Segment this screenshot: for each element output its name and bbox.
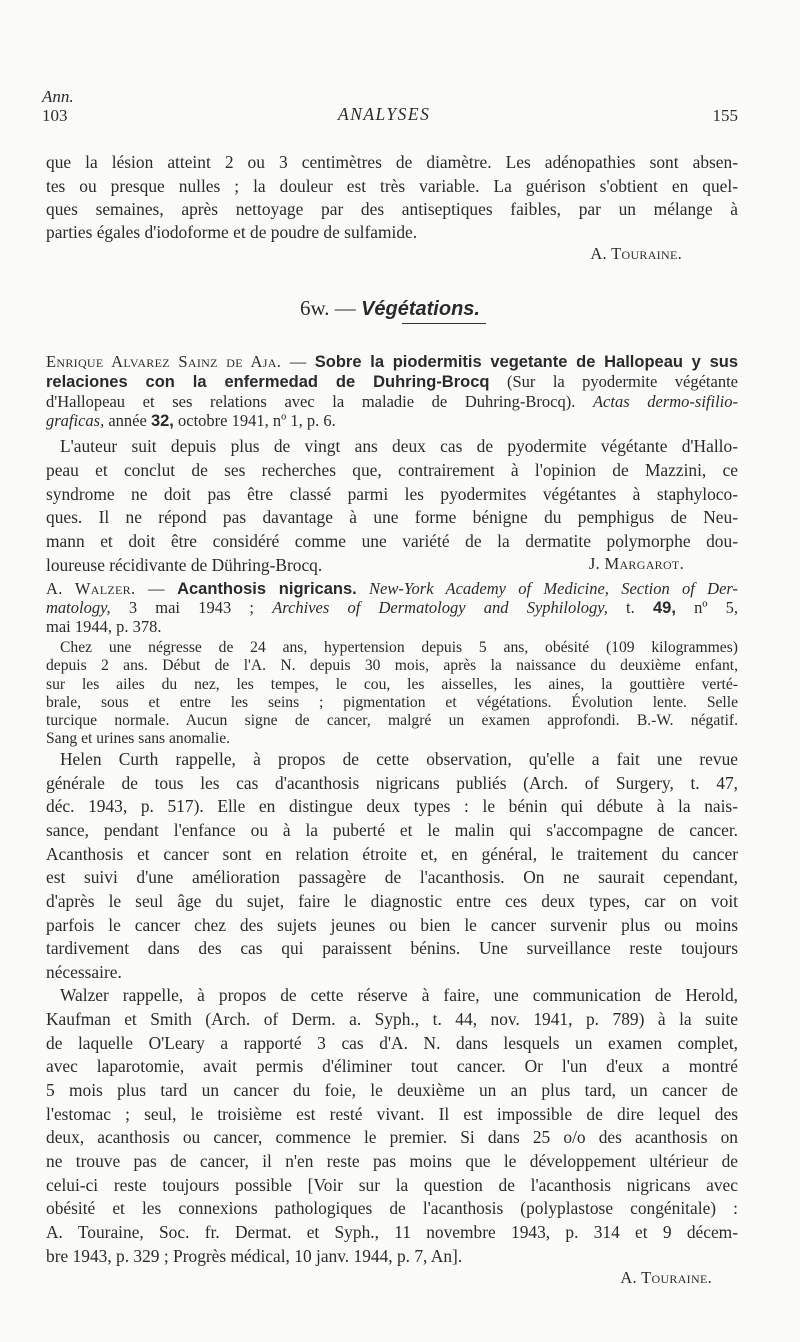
section-underline	[402, 323, 486, 324]
body-line: tardivement dans des cas qui paraissent bénins. Une surveillance reste toujours	[46, 938, 738, 958]
case-line: Sang et urines sans anomalie.	[46, 730, 231, 747]
citation-line	[46, 371, 738, 393]
signature: A. Touraine.	[590, 244, 682, 263]
author: A. Walzer. —	[46, 579, 165, 598]
body-line: avec laparotomie, avait permis d'éliminer tout cancer. Or l'un d'eux a montré	[46, 1056, 738, 1076]
body-line: l'estomac ; seul, le troisième est resté vivant. Il est impossible de dire lequel des	[46, 1104, 738, 1124]
intro-line: ques semaines, après nettoyage par des antiseptiques faibles, par un mélange à	[46, 199, 738, 219]
volume: 32,	[150, 412, 174, 430]
page-number: 155	[712, 106, 738, 125]
journal-abbrev: Ann.	[42, 87, 74, 106]
section-heading	[300, 296, 480, 321]
journal-name: graficas,	[46, 411, 105, 430]
intro-line: que la lésion atteint 2 ou 3 centimètres de diamètre. Les adénopathies sont absen-	[46, 152, 738, 172]
body-line: de laquelle O'Leary a rapporté 3 cas d'A. N. dans lesquels un examen complet,	[46, 1033, 738, 1053]
body-line: ne trouve pas de cancer, il n'en reste pas moins que le développement ultérieur de	[46, 1151, 738, 1171]
body-line: mann et doit être considéré comme une variété de la dermatite polymorphe dou-	[46, 531, 738, 551]
citation-text: 3 mai 1943 ;	[128, 598, 254, 617]
signature: J. Margarot.	[588, 554, 684, 573]
body-line: obésité et les connexions pathologiques de l'acanthosis (polyplastose congénitale) :	[46, 1198, 738, 1218]
body-line: loureuse récidivante de Dühring-Brocq.	[46, 555, 323, 575]
citation-line	[46, 351, 738, 373]
body-line: ques. Il ne répond pas davantage à une forme bénigne du pemphigus de Neu-	[46, 507, 738, 527]
journal-name: matology,	[46, 598, 111, 617]
body-line: sance, pendant l'enfance ou à la puberté et le malin qui s'accompagne de cancer.	[46, 820, 738, 840]
running-title: ANALYSES	[338, 104, 431, 124]
volume: 49,	[652, 599, 676, 617]
body-line: parfois le cancer chez des sujets jeunes ou bien le cancer survenir plus ou moins	[46, 915, 738, 935]
body-line: celui-ci reste toujours possible [Voir sur la question de l'acanthosis nigricans avec	[46, 1175, 738, 1195]
case-line: Chez une négresse de 24 ans, hypertension depuis 5 ans, obésité (109 kilogrammes)	[60, 639, 738, 656]
article-title: relaciones con la enfermedad de Duhring-Brocq	[46, 373, 490, 391]
citation-text: année	[108, 411, 147, 430]
article-title: Acanthosis nigricans.	[177, 580, 357, 598]
body-line: deux, acanthosis ou cancer, commence le premier. Si dans 25 o/o des acanthosis on	[46, 1127, 738, 1147]
journal-name: New-York Academy of Medicine, Section of Der-	[369, 579, 739, 598]
body-line: Acanthosis et cancer sont en relation étroite et, en général, le traitement du cancer	[46, 844, 738, 864]
body-line: A. Touraine, Soc. fr. Dermat. et Syph., 11 novembre 1943, p. 314 et 9 décem-	[46, 1222, 738, 1242]
case-line: turcique normale. Aucun signe de cancer, malgré un examen approfondi. B.-W. négatif.	[46, 712, 738, 729]
author: Enrique Alvarez Sainz de Aja. —	[46, 352, 307, 371]
body-line: générale de tous les cas d'acanthosis nigricans publiés (Arch. of Surgery, t. 47,	[46, 773, 738, 793]
citation-line: mai 1944, p. 378.	[46, 617, 162, 636]
body-line: bre 1943, p. 329 ; Progrès médical, 10 janv. 1944, p. 7, An].	[46, 1246, 463, 1266]
body-line: Helen Curth rappelle, à propos de cette observation, qu'elle a fait une revue	[60, 749, 738, 769]
signature: A. Touraine.	[620, 1268, 712, 1287]
translation: (Sur la pyodermite végétante	[506, 372, 738, 391]
body-line: L'auteur suit depuis plus de vingt ans deux cas de pyodermite végétante d'Hallo-	[60, 436, 738, 456]
section-title: Végétations.	[361, 298, 480, 320]
body-line: peau et conclut de ses recherches que, contrairement à l'opinion de Mazzini, ce	[46, 460, 738, 480]
citation-line	[46, 410, 738, 432]
case-line: sur les ailes du nez, les tempes, le cou, les aisselles, les aines, la gouttière verté-	[46, 676, 738, 693]
body-line: Kaufman et Smith (Arch. of Derm. a. Syph., t. 44, nov. 1941, p. 789) à la suite	[46, 1009, 738, 1029]
article-title: Sobre la piodermitis vegetante de Hallopeau y sus	[314, 353, 739, 371]
translation: d'Hallopeau et ses relations avec la maladie de Duhring-Brocq).	[46, 392, 576, 411]
case-line: depuis 2 ans. Début de l'A. N. depuis 30 mois, après la naissance du deuxième enfant,	[46, 657, 738, 674]
body-line: déc. 1943, p. 517). Elle en distingue deux types : le bénin qui débute à la nais-	[46, 796, 738, 816]
body-line: syndrome ne doit pas être classé parmi les pyodermites végétantes à staphyloco-	[46, 484, 738, 504]
body-line: Walzer rappelle, à propos de cette réserve à faire, une communication de Herold,	[60, 985, 738, 1005]
body-line: nécessaire.	[46, 962, 122, 982]
citation-text: octobre 1941, nº 1, p. 6.	[178, 411, 336, 430]
case-line: brale, sous et entre les seins ; pigmentation et végétations. Évolution lente. Selle	[46, 694, 738, 711]
journal-name: Actas dermo-sifilio-	[592, 392, 738, 411]
section-number: 6w. —	[300, 296, 356, 320]
intro-line: tes ou presque nulles ; la douleur est très variable. La guérison s'obtient en quel-	[46, 176, 738, 196]
body-line: est suivi d'une amélioration passagère de l'acanthosis. On ne saurait cependant,	[46, 867, 738, 887]
volume-number: 103	[42, 106, 68, 125]
body-line: 5 mois plus tard un cancer du foie, le deuxième un an plus tard, un cancer de	[46, 1080, 738, 1100]
journal-name: Archives of Dermatology and Syphilology,	[272, 598, 608, 617]
body-line: d'après le seul âge du sujet, faire le diagnostic entre ces deux types, car on voit	[46, 891, 738, 911]
citation-text: t.	[626, 598, 635, 617]
citation-text: nº 5,	[694, 598, 739, 617]
intro-line: parties égales d'iodoforme et de poudre de sulfamide.	[46, 222, 418, 242]
